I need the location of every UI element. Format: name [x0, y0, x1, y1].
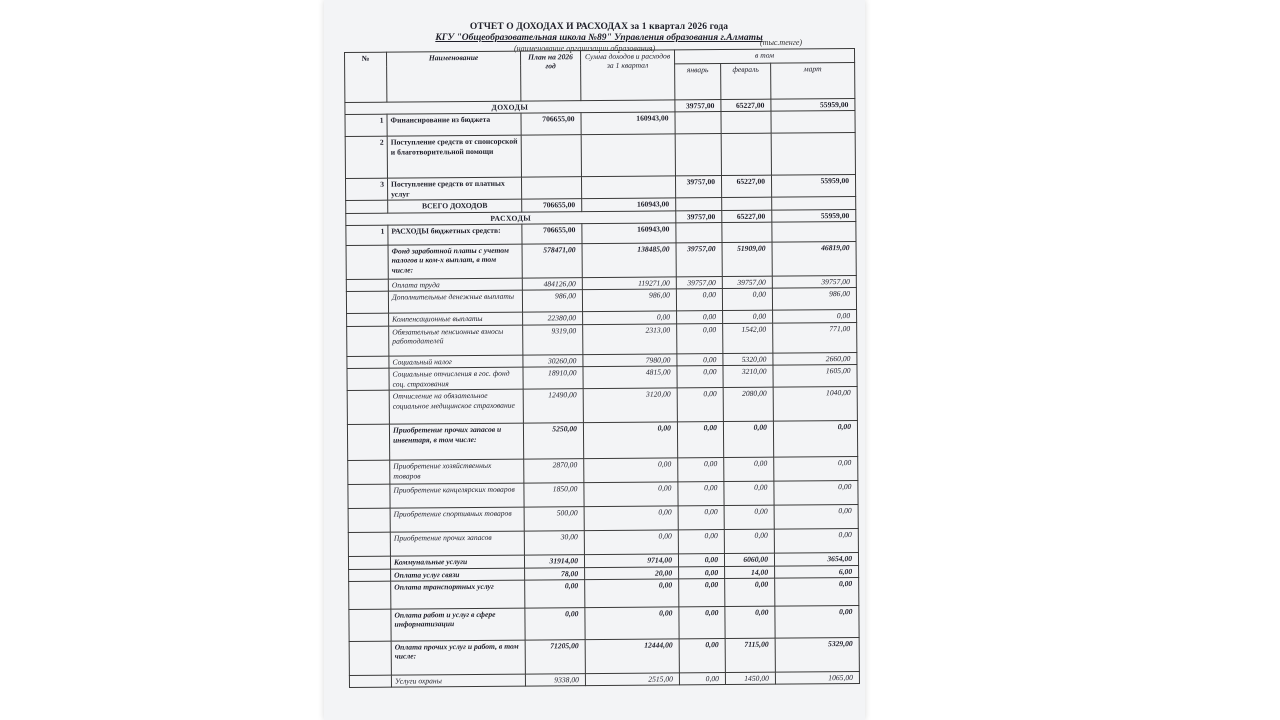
row-mar: 0,00: [774, 529, 858, 554]
org-note: (наименование организации образования): [514, 44, 656, 53]
row-mar: 39757,00: [772, 276, 856, 289]
row-name: Услуги охраны: [391, 674, 525, 687]
row-jan: 0,00: [679, 673, 725, 686]
row-plan: 986,00: [522, 290, 582, 312]
row-feb: 2080,00: [723, 387, 773, 421]
row-plan: 30,00: [524, 531, 584, 555]
row-sum: 119271,00: [582, 277, 676, 290]
expense-row: [349, 672, 859, 688]
row-feb: 5320,00: [723, 353, 773, 366]
header-feb: февраль: [721, 63, 771, 99]
row-name: Коммунальные услуги: [390, 555, 524, 568]
row-jan: 0,00: [679, 607, 725, 639]
row-feb: 1450,00: [725, 672, 775, 685]
row-name: Отчисление на обязательное социальное медицинское страхование: [389, 389, 523, 424]
row-mar: 55959,00: [771, 175, 855, 197]
expense-row: [349, 606, 859, 642]
row-name: Социальный налог: [389, 355, 523, 368]
row-jan: [675, 112, 721, 134]
row-num: [347, 424, 389, 460]
row-jan: 0,00: [677, 353, 723, 366]
row-num: [348, 532, 390, 556]
row-feb: 14,00: [725, 566, 775, 579]
row-feb: 0,00: [724, 481, 774, 505]
row-mar: [771, 133, 855, 176]
row-name: РАСХОДЫ бюджетных средств:: [388, 224, 522, 245]
row-plan: 9319,00: [523, 324, 583, 354]
row-name: Обязательные пенсионные взносы работодателей: [389, 325, 523, 356]
row-plan: 9338,00: [525, 674, 585, 687]
row-mar: 3654,00: [774, 553, 858, 566]
row-sum: 160943,00: [582, 223, 676, 244]
row-sum: 0,00: [583, 422, 677, 459]
row-num: [347, 314, 389, 327]
row-num: [346, 245, 388, 279]
row-feb: 1542,00: [723, 323, 773, 353]
row-plan: 18910,00: [523, 367, 583, 389]
row-sum: 0,00: [584, 458, 678, 483]
row-plan: 500,00: [524, 507, 584, 531]
row-jan: 0,00: [678, 530, 724, 554]
row-jan: [676, 223, 722, 243]
row-sum: 12444,00: [585, 639, 679, 674]
expense-feb: 65227,00: [722, 210, 772, 223]
row-sum: 3120,00: [583, 388, 677, 423]
row-feb: 65227,00: [721, 176, 771, 198]
row-feb: 0,00: [724, 529, 774, 553]
row-plan: 0,00: [525, 608, 585, 640]
row-name: Оплата труда: [388, 278, 522, 291]
row-plan: 12490,00: [523, 389, 583, 423]
row-feb: [721, 134, 771, 176]
row-feb: 39757,00: [722, 276, 772, 289]
total-empty: [676, 198, 722, 211]
row-name: Приобретение хозяйственных товаров: [390, 459, 524, 484]
total-sum: 160943,00: [582, 198, 676, 211]
row-feb: 0,00: [723, 311, 773, 324]
row-feb: 0,00: [723, 421, 773, 457]
row-jan: 0,00: [679, 639, 725, 673]
total-plan: 706655,00: [522, 199, 582, 212]
row-num: [347, 326, 389, 356]
row-jan: 0,00: [679, 579, 725, 607]
row-sum: 9714,00: [584, 554, 678, 567]
total-num: [346, 200, 388, 213]
row-jan: 0,00: [677, 311, 723, 324]
row-name: Приобретение спортивных товаров: [390, 507, 524, 532]
row-name: Дополнительные денежные выплаты: [388, 291, 522, 314]
row-plan: 22380,00: [523, 312, 583, 325]
expense-row: [347, 322, 857, 356]
row-num: 1: [345, 115, 387, 137]
row-plan: [521, 177, 581, 199]
row-feb: [721, 112, 771, 134]
row-num: [347, 368, 389, 390]
row-feb: [722, 222, 772, 242]
row-num: 3: [345, 179, 387, 201]
row-jan: [675, 134, 721, 176]
row-jan: 0,00: [677, 323, 723, 353]
row-sum: 986,00: [582, 289, 676, 312]
row-plan: 5250,00: [523, 423, 583, 459]
row-mar: 1605,00: [773, 365, 857, 388]
row-mar: 0,00: [775, 578, 859, 607]
row-jan: 0,00: [677, 366, 723, 388]
row-mar: 46819,00: [772, 242, 856, 277]
income-row: [345, 133, 855, 179]
row-jan: 0,00: [678, 506, 724, 530]
row-mar: 0,00: [773, 310, 857, 323]
total-empty: [772, 197, 856, 210]
header-sum: Сумма доходов и расходов за 1 квартал: [580, 50, 674, 101]
section-expense: РАСХОДЫ: [346, 211, 676, 226]
row-mar: 0,00: [775, 606, 859, 639]
section-income: ДОХОДЫ: [345, 100, 675, 115]
row-sum: 20,00: [585, 567, 679, 580]
row-jan: 39757,00: [676, 243, 722, 277]
header-mar: март: [771, 62, 855, 99]
row-jan: 39757,00: [676, 277, 722, 290]
header-num: №: [345, 52, 387, 102]
row-sum: 0,00: [584, 482, 678, 507]
row-sum: [581, 176, 675, 199]
row-num: [348, 556, 390, 569]
row-sum: 2515,00: [585, 673, 679, 686]
row-plan: 706655,00: [521, 113, 581, 135]
header-jan: январь: [675, 64, 721, 100]
report-table: [344, 48, 860, 688]
income-jan: 39757,00: [675, 100, 721, 113]
row-sum: 160943,00: [581, 112, 675, 135]
row-sum: 138485,00: [582, 243, 676, 278]
row-num: [346, 292, 388, 314]
row-mar: 771,00: [773, 322, 857, 353]
row-num: [346, 279, 388, 292]
row-sum: 0,00: [585, 607, 679, 640]
row-sum: 0,00: [584, 530, 678, 555]
row-feb: 6060,00: [724, 553, 774, 566]
row-sum: 7980,00: [583, 354, 677, 367]
title-line-2: КГУ "Общеобразовательная школа №89" Управления образования г.Алматы: [435, 33, 763, 43]
row-sum: 0,00: [585, 579, 679, 608]
row-plan: 706655,00: [522, 224, 582, 244]
row-feb: 0,00: [722, 289, 772, 311]
row-name: Приобретение прочих запасов и инвентаря, в том числе:: [389, 423, 523, 460]
expense-row: [347, 387, 857, 425]
title-line-1: ОТЧЕТ О ДОХОДАХ И РАСХОДАХ за 1 квартал 2026 года: [469, 22, 729, 32]
row-sum: 0,00: [583, 311, 677, 324]
expense-mar: 55959,00: [772, 209, 856, 222]
row-num: [348, 508, 390, 532]
row-name: Оплата прочих услуг и работ, в том числе:: [391, 640, 525, 675]
row-jan: 0,00: [678, 458, 724, 482]
row-name: Приобретение прочих запасов: [390, 531, 524, 556]
row-jan: 0,00: [676, 289, 722, 311]
row-name: Социальные отчисления в гос. фонд соц. страхования: [389, 367, 523, 390]
row-name: Оплата работ и услуг в сфере информатизации: [391, 608, 525, 641]
row-mar: 1040,00: [773, 387, 857, 422]
row-num: [349, 641, 391, 675]
row-plan: 31914,00: [524, 555, 584, 568]
row-mar: 986,00: [772, 288, 856, 311]
header-plan: План на 2026 год: [520, 51, 580, 101]
row-num: 2: [345, 137, 387, 179]
header-incl: в том: [674, 48, 854, 63]
row-name: Поступление средств от платных услуг: [387, 178, 521, 201]
row-feb: 0,00: [724, 457, 774, 481]
row-name: Фонд заработной платы с учетом налогов и ком-х выплат, в том числе:: [388, 244, 522, 279]
row-plan: [521, 135, 581, 177]
row-name: Оплата транспортных услуг: [391, 580, 525, 609]
expense-row: [349, 578, 859, 610]
unit-note: (тыс.тенге): [760, 38, 803, 47]
row-jan: 0,00: [678, 482, 724, 506]
row-num: [349, 675, 391, 688]
row-name: Оплата услуг связи: [391, 568, 525, 581]
row-mar: [772, 222, 856, 243]
row-mar: 5329,00: [775, 638, 859, 673]
row-jan: 0,00: [678, 554, 724, 567]
row-plan: 578471,00: [522, 244, 582, 278]
total-empty: [722, 197, 772, 210]
row-num: [347, 390, 389, 424]
row-name: Компенсационные выплаты: [389, 313, 523, 326]
row-feb: 0,00: [725, 606, 775, 638]
row-feb: 3210,00: [723, 365, 773, 387]
total-label: ВСЕГО ДОХОДОВ: [388, 199, 522, 212]
row-sum: 2313,00: [583, 324, 677, 355]
row-plan: 484126,00: [522, 278, 582, 291]
row-mar: [771, 111, 855, 134]
row-jan: 0,00: [677, 388, 723, 422]
row-mar: 6,00: [775, 565, 859, 578]
row-jan: 0,00: [677, 422, 723, 458]
expense-row: [349, 638, 859, 676]
row-plan: 71205,00: [525, 640, 585, 674]
row-feb: 0,00: [724, 505, 774, 529]
row-name: Поступление средств от спонсорской и благотворительной помощи: [387, 136, 521, 179]
row-name: Финансирование из бюджета: [387, 114, 521, 137]
row-plan: 1850,00: [524, 483, 584, 507]
row-jan: 0,00: [679, 566, 725, 579]
row-sum: 0,00: [584, 506, 678, 531]
row-mar: 0,00: [774, 457, 858, 482]
header-name: Наименование: [387, 51, 521, 102]
row-mar: 0,00: [774, 505, 858, 530]
row-num: 1: [346, 225, 388, 245]
row-num: [349, 609, 391, 641]
expense-row: [346, 242, 856, 280]
row-name: Приобретение канцелярских товаров: [390, 483, 524, 508]
expense-jan: 39757,00: [676, 210, 722, 223]
row-plan: 78,00: [525, 567, 585, 580]
row-num: [349, 569, 391, 582]
income-feb: 65227,00: [721, 99, 771, 112]
row-num: [349, 581, 391, 609]
row-sum: [581, 134, 675, 177]
row-plan: 0,00: [525, 580, 585, 608]
row-feb: 51909,00: [722, 242, 772, 276]
expense-row: [347, 421, 857, 461]
row-num: [348, 484, 390, 508]
row-jan: 39757,00: [675, 176, 721, 198]
row-mar: 2660,00: [773, 352, 857, 365]
row-mar: 0,00: [774, 481, 858, 506]
row-sum: 4815,00: [583, 366, 677, 389]
row-plan: 2870,00: [524, 459, 584, 483]
row-num: [347, 356, 389, 369]
row-num: [348, 460, 390, 484]
row-mar: 1065,00: [775, 672, 859, 685]
income-mar: 55959,00: [771, 98, 855, 111]
row-feb: 7115,00: [725, 638, 775, 672]
row-mar: 0,00: [773, 421, 857, 458]
document-page: [324, 0, 865, 720]
row-plan: 30260,00: [523, 354, 583, 367]
row-feb: 0,00: [725, 578, 775, 606]
